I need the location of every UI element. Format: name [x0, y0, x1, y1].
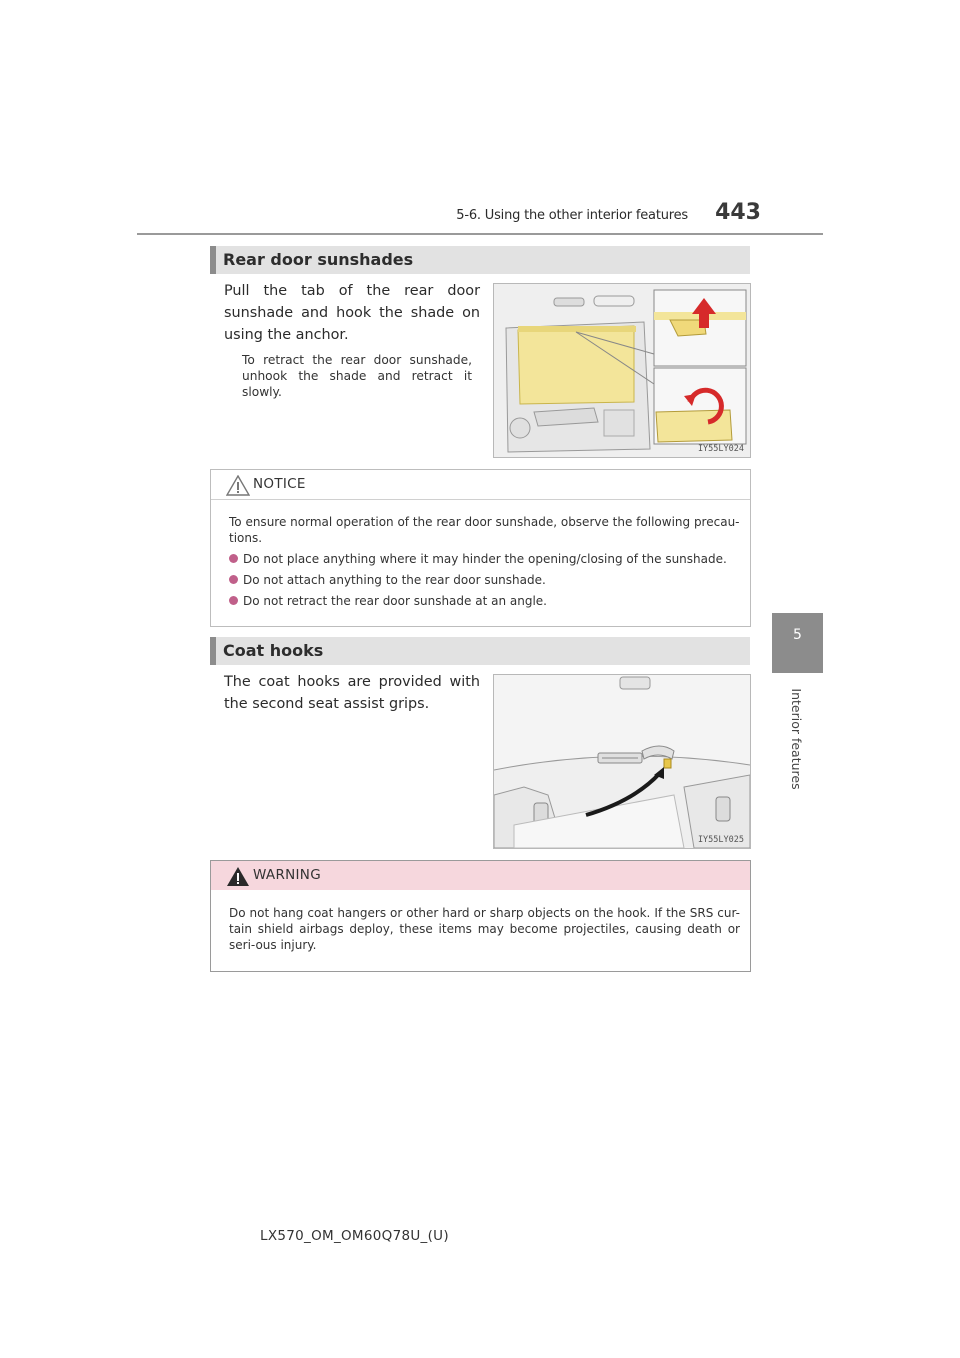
heading-bar [210, 246, 216, 274]
notice-bullet: Do not retract the rear door sunshade at an angle. [229, 593, 740, 609]
bullet-dot-icon [229, 575, 238, 584]
figure-id: IY55LY025 [697, 835, 744, 845]
notice-intro: To ensure normal operation of the rear door sunshade, observe the following precau-tions. [229, 515, 740, 545]
warning-box [210, 860, 751, 972]
document-code: LX570_OM_OM60Q78U_(U) [260, 1228, 449, 1244]
sunshade-instructions: Pull the tab of the rear door sunshade and hook the shade on using the anchor. [224, 283, 480, 343]
bullet-dot-icon [229, 596, 238, 605]
sunshade-retract-note: To retract the rear door sunshade, unhook the shade and retract it slowly. [242, 353, 472, 399]
notice-title: NOTICE [253, 476, 306, 492]
header-rule [137, 233, 823, 235]
section-heading-rear-sunshades [210, 246, 750, 274]
heading-text: Coat hooks [223, 641, 324, 660]
heading-text: Rear door sunshades [223, 250, 414, 269]
bullet-dot-icon [229, 554, 238, 563]
warning-title: WARNING [253, 867, 321, 883]
notice-body [229, 514, 740, 609]
coat-hook-illustration [494, 675, 750, 848]
chapter-number: 5 [793, 627, 802, 643]
warning-header [211, 861, 750, 890]
notice-header [211, 470, 750, 500]
heading-bar [210, 637, 216, 665]
running-header-section: 5-6. Using the other interior features [456, 208, 688, 223]
figure-id: IY55LY024 [697, 444, 744, 454]
section-heading-coat-hooks [210, 637, 750, 665]
coat-hooks-description: The coat hooks are provided with the second seat assist grips. [224, 674, 480, 712]
chapter-tab [772, 613, 823, 673]
coat-hook-figure [493, 674, 751, 849]
chapter-label: Interior features [789, 688, 804, 790]
notice-bullet: Do not place anything where it may hinder the opening/closing of the sunshade. [229, 551, 740, 567]
sunshade-illustration [494, 284, 750, 457]
caution-triangle-icon [226, 475, 250, 496]
warning-triangle-icon [226, 866, 250, 887]
notice-box [210, 469, 751, 627]
notice-bullet: Do not attach anything to the rear door sunshade. [229, 572, 740, 588]
page-number: 443 [715, 200, 761, 225]
sunshade-figure [493, 283, 751, 458]
warning-text: Do not hang coat hangers or other hard or sharp objects on the hook. If the SRS cur-tain shield airbags deploy, these items may become projectiles, causing death or seri-ous injury. [229, 906, 740, 952]
